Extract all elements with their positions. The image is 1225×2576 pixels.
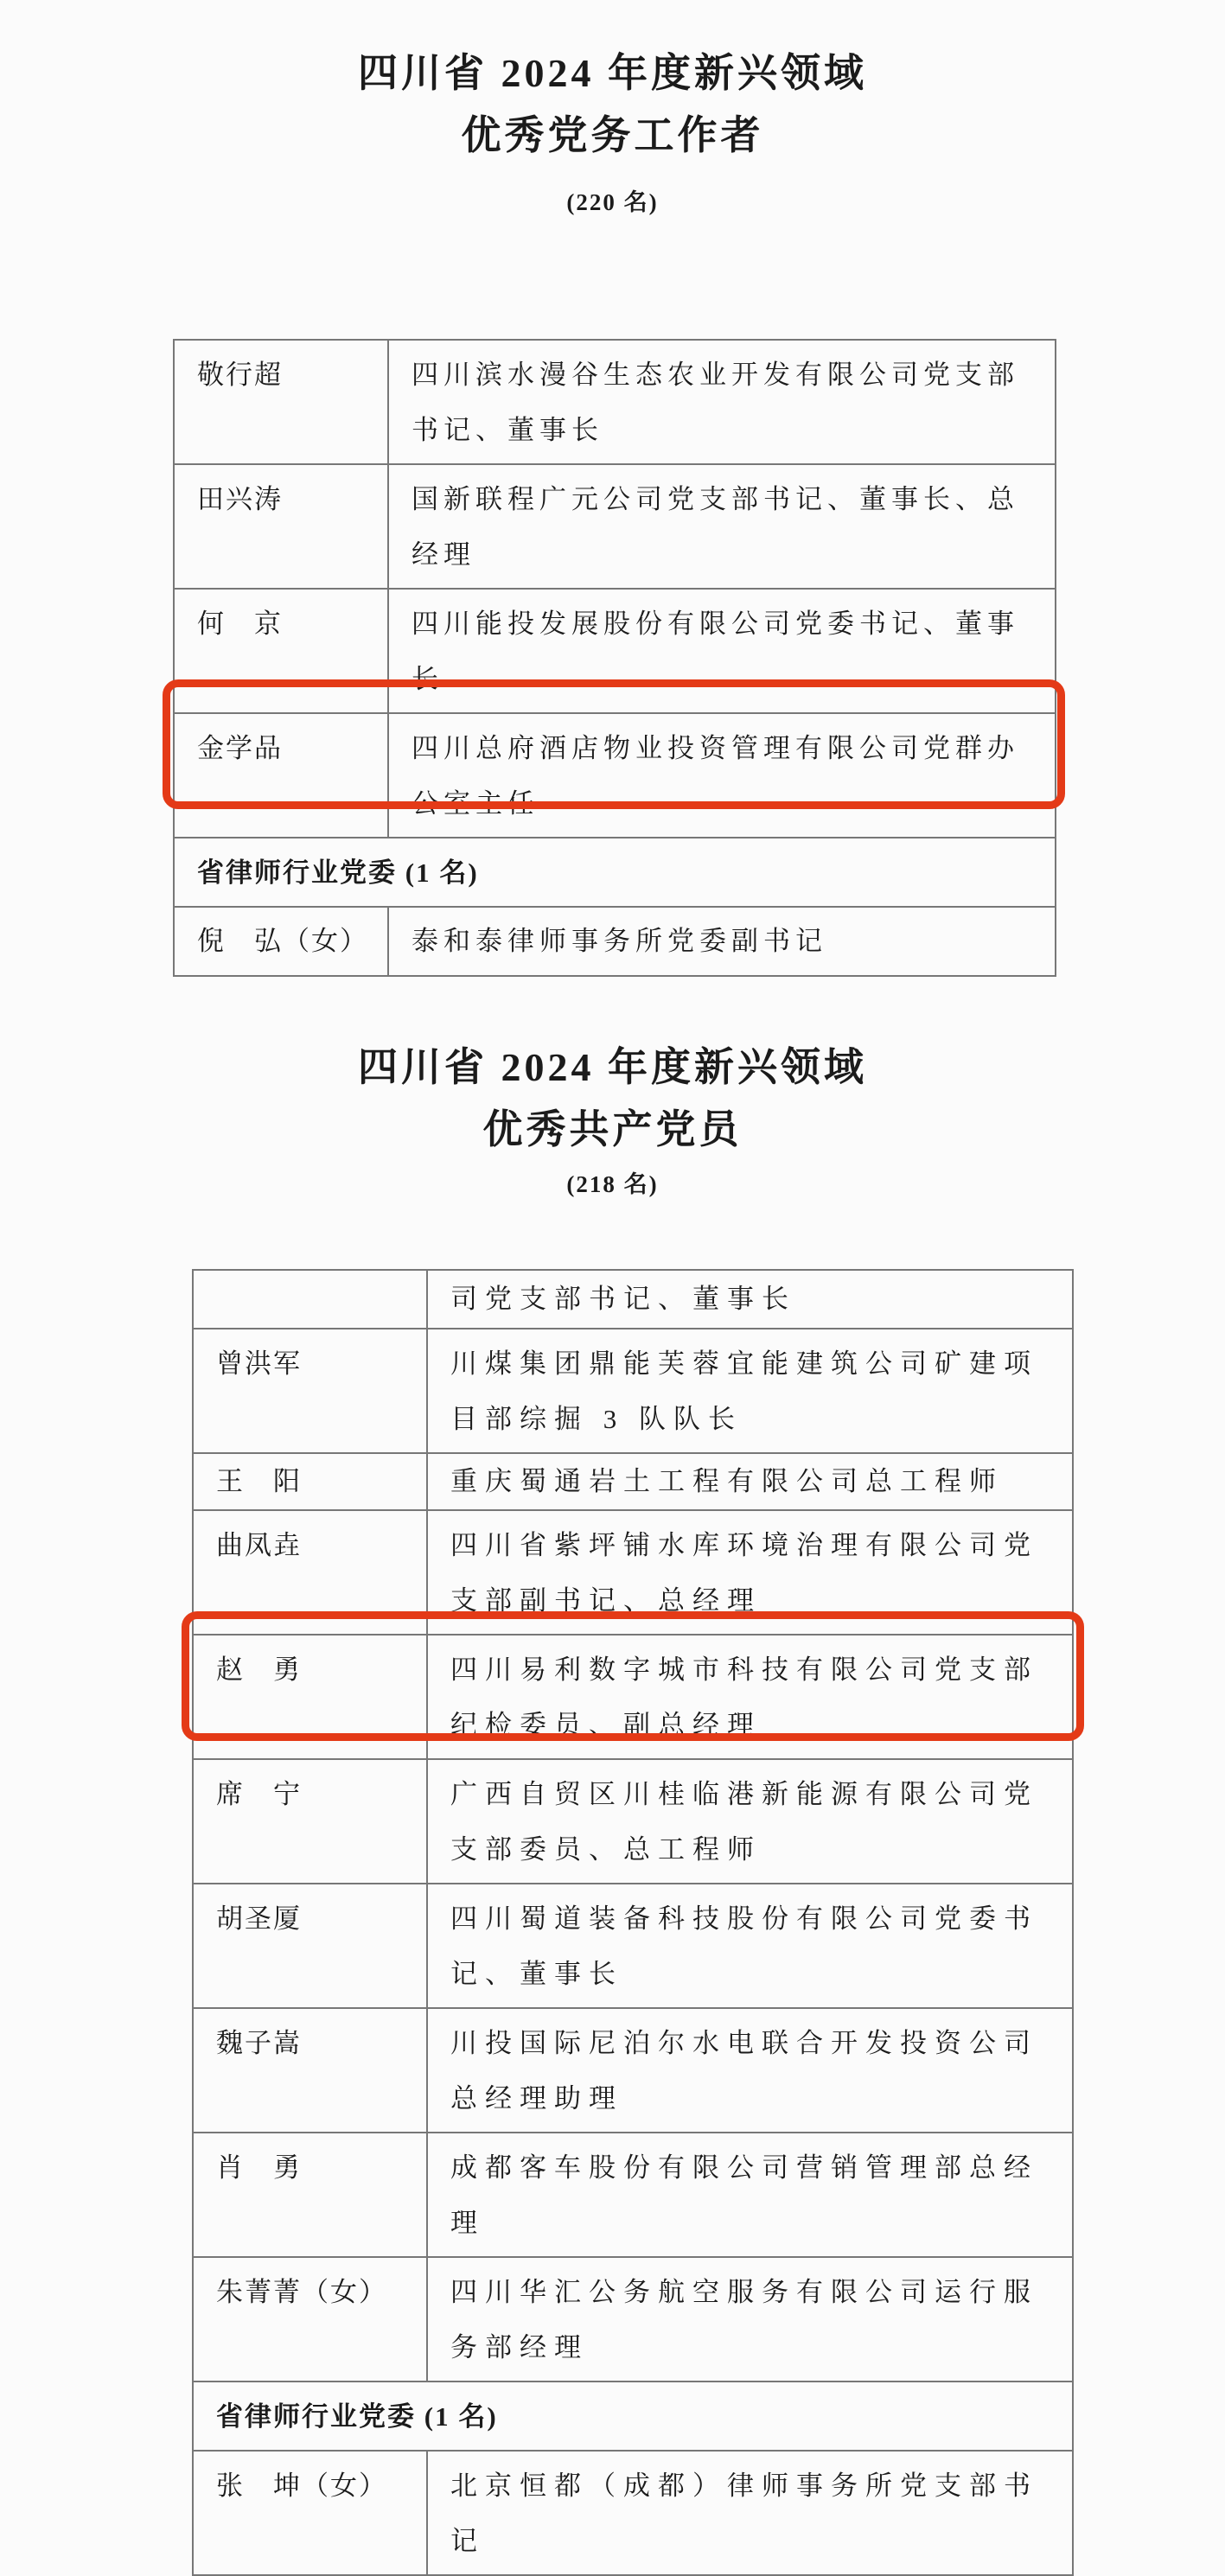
table-row (193, 1453, 1073, 1510)
awardee-position: 四川蜀道装备科技股份有限公司党委书记、董事长 (427, 1884, 1073, 2008)
awardee-name: 敬行超 (174, 340, 388, 464)
awardee-position: 四川总府酒店物业投资管理有限公司党群办公室主任 (388, 713, 1056, 838)
awardee-name: 朱菁菁（女） (193, 2257, 427, 2382)
awardee-position: 四川滨水漫谷生态农业开发有限公司党支部书记、董事长 (388, 340, 1056, 464)
awardee-position: 成都客车股份有限公司营销管理部总经理 (427, 2133, 1073, 2257)
table-row (174, 340, 1056, 464)
awardee-name: 张 坤（女） (193, 2451, 427, 2575)
award-count-1: (220 名) (566, 189, 659, 215)
table-row (193, 1759, 1073, 1884)
awardee-position: 四川能投发展股份有限公司党委书记、董事长 (388, 589, 1056, 713)
table-row (193, 1329, 1073, 1453)
awardee-position: 川煤集团鼎能芙蓉宜能建筑公司矿建项目部综掘 3 队队长 (427, 1329, 1073, 1453)
awardee-name: 王 阳 (193, 1453, 427, 1510)
awardee-name: 倪 弘（女） (174, 907, 388, 976)
award-count-2: (218 名) (566, 1171, 659, 1197)
awardee-position: 广西自贸区川桂临港新能源有限公司党支部委员、总工程师 (427, 1759, 1073, 1884)
title2-line1: 四川省 2024 年度新兴领域 (358, 1045, 867, 1089)
table-row (193, 1884, 1073, 2008)
section-header-label: 省律师行业党委 (1 名) (174, 838, 1056, 907)
awardee-position: 泰和泰律师事务所党委副书记 (388, 907, 1056, 976)
table-row (193, 1510, 1073, 1635)
awardee-position: 重庆蜀通岩土工程有限公司总工程师 (427, 1453, 1073, 1510)
awardee-name: 席 宁 (193, 1759, 427, 1884)
table-row (193, 2008, 1073, 2133)
awardee-name: 金学品 (174, 713, 388, 838)
section-header-label: 省律师行业党委 (1 名) (193, 2382, 1073, 2451)
awardee-name-empty (193, 1270, 427, 1329)
table-row (193, 2451, 1073, 2575)
awardee-position: 北京恒都（成都）律师事务所党支部书记 (427, 2451, 1073, 2575)
awardee-name: 田兴涛 (174, 464, 388, 589)
table-row (193, 2257, 1073, 2382)
awardee-position: 国新联程广元公司党支部书记、董事长、总经理 (388, 464, 1056, 589)
title1-line2: 优秀党务工作者 (461, 113, 764, 157)
awardee-name: 何 京 (174, 589, 388, 713)
title1-line1: 四川省 2024 年度新兴领域 (358, 51, 867, 95)
section-header-row (193, 2382, 1073, 2451)
award-title-2 (0, 1036, 1225, 1161)
awardee-name: 胡圣厦 (193, 1884, 427, 2008)
awardee-position: 四川省紫坪铺水库环境治理有限公司党支部副书记、总经理 (427, 1510, 1073, 1635)
table-row (174, 907, 1056, 976)
awardee-position: 四川易利数字城市科技有限公司党支部纪检委员、副总经理 (427, 1635, 1073, 1759)
awardee-name: 赵 勇 (193, 1635, 427, 1759)
table-row (174, 589, 1056, 713)
title2-line2: 优秀共产党员 (482, 1107, 743, 1151)
awardee-table-2 (192, 1269, 1074, 2576)
table-row-highlighted (193, 1635, 1073, 1759)
awardee-name: 肖 勇 (193, 2133, 427, 2257)
award-title-1 (0, 42, 1225, 167)
awardee-name: 魏子嵩 (193, 2008, 427, 2133)
awardee-name: 曲凤垚 (193, 1510, 427, 1635)
table-row-highlighted (174, 713, 1056, 838)
table-row (174, 464, 1056, 589)
table-row (193, 2133, 1073, 2257)
awardee-position: 四川华汇公务航空服务有限公司运行服务部经理 (427, 2257, 1073, 2382)
awardee-position: 川投国际尼泊尔水电联合开发投资公司总经理助理 (427, 2008, 1073, 2133)
awardee-name: 曾洪军 (193, 1329, 427, 1453)
section-header-row (174, 838, 1056, 907)
awardee-table-1 (173, 339, 1056, 977)
awardee-position: 司党支部书记、董事长 (427, 1270, 1073, 1329)
table-row-continuation (193, 1270, 1073, 1329)
